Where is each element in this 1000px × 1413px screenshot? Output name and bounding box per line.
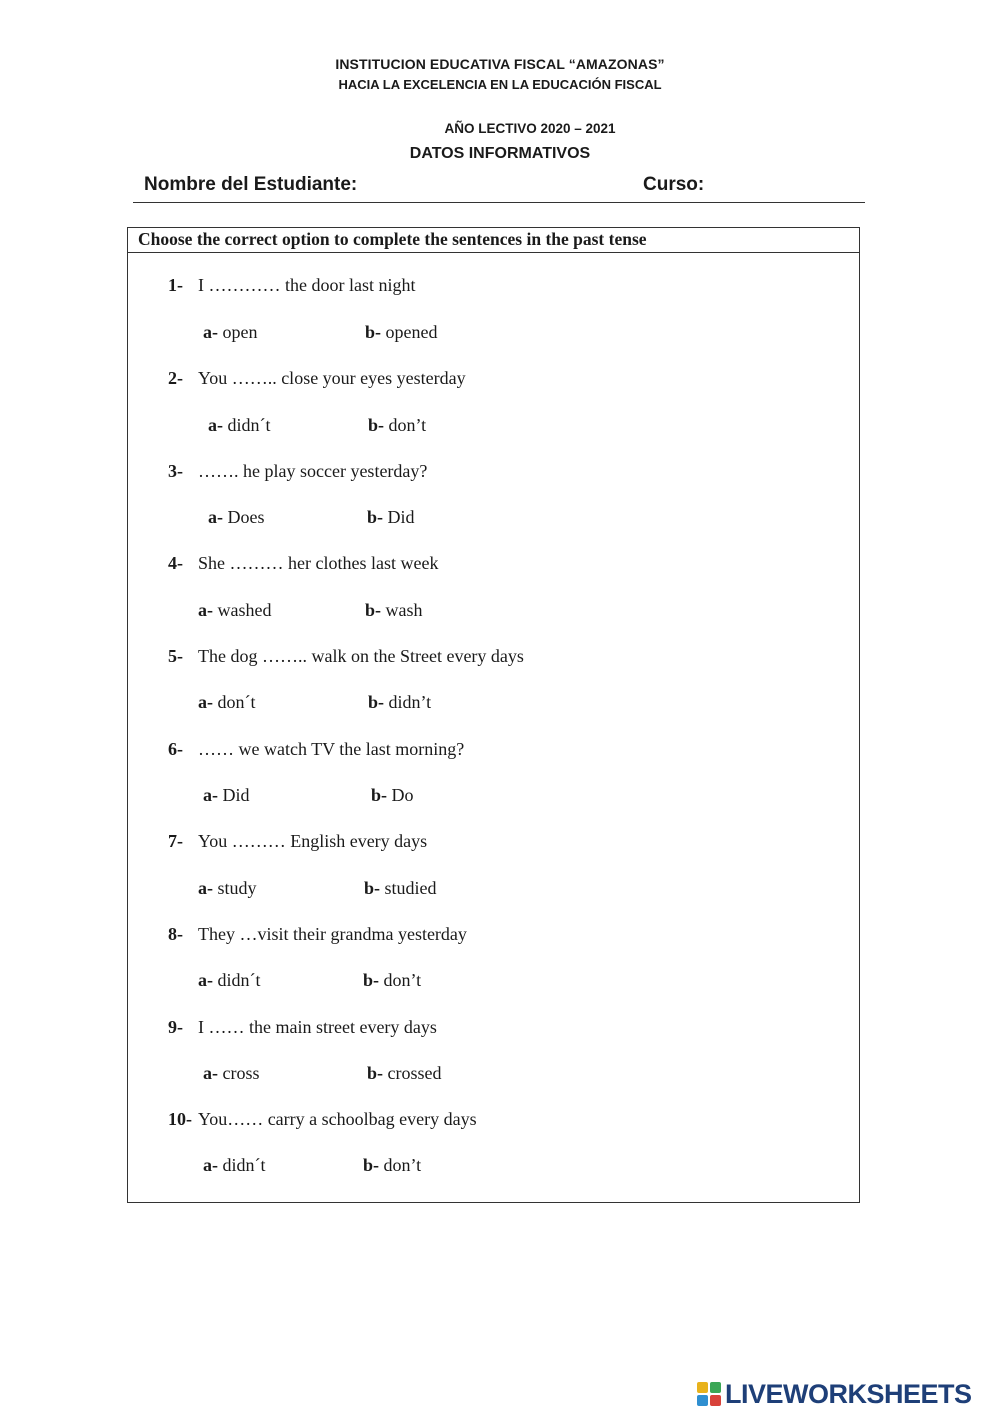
option-b[interactable]: b- don’t	[363, 1155, 422, 1175]
question-text: …… we watch TV the last morning?	[198, 739, 465, 759]
question-number: 9-	[168, 1017, 183, 1037]
question-text: The dog …….. walk on the Street every days	[198, 646, 524, 666]
question-item	[168, 275, 415, 296]
logo-text: LIVEWORKSHEETS	[725, 1378, 972, 1409]
question-text: ……. he play soccer yesterday?	[198, 461, 428, 481]
option-a[interactable]: a- didn´t	[208, 415, 271, 435]
question-item	[168, 461, 427, 482]
question-number: 3-	[168, 461, 183, 481]
question-number: 5-	[168, 646, 183, 666]
option-a[interactable]: a- open	[203, 322, 258, 342]
question-text: I ………… the door last night	[198, 275, 416, 295]
logo-square-yellow	[697, 1382, 708, 1393]
question-number: 7-	[168, 831, 183, 851]
option-b[interactable]: b- don’t	[363, 970, 422, 990]
question-item	[168, 1109, 477, 1130]
question-number: 10-	[168, 1109, 192, 1129]
question-number: 2-	[168, 368, 183, 388]
option-b[interactable]: b- wash	[365, 600, 423, 620]
exercise-box	[127, 227, 860, 1203]
liveworksheets-logo[interactable]	[697, 1377, 972, 1411]
question-text: I …… the main street every days	[198, 1017, 437, 1037]
student-name-label: Nombre del Estudiante:	[144, 174, 358, 195]
question-item	[168, 831, 427, 852]
option-a[interactable]: a- Did	[203, 785, 250, 805]
question-item	[168, 1017, 437, 1038]
question-number: 4-	[168, 553, 183, 573]
logo-square-blue	[697, 1395, 708, 1406]
question-number: 8-	[168, 924, 183, 944]
section-title: DATOS INFORMATIVOS	[409, 145, 591, 162]
question-item	[168, 368, 466, 389]
option-a[interactable]: a- Does	[208, 507, 265, 527]
option-a[interactable]: a- didn´t	[198, 970, 261, 990]
question-item	[168, 553, 438, 574]
question-item	[168, 739, 464, 760]
option-b[interactable]: b- crossed	[367, 1063, 442, 1083]
question-text: You …….. close your eyes yesterday	[198, 368, 466, 388]
option-a[interactable]: a- washed	[198, 600, 272, 620]
question-item	[168, 646, 524, 667]
option-b[interactable]: b- studied	[364, 878, 437, 898]
institution-motto: HACIA LA EXCELENCIA EN LA EDUCACIÓN FISCAL	[338, 77, 662, 92]
question-item	[168, 924, 467, 945]
option-a[interactable]: a- didn´t	[203, 1155, 266, 1175]
logo-square-red	[710, 1395, 721, 1406]
option-a[interactable]: a- cross	[203, 1063, 260, 1083]
question-text: You ……… English every days	[198, 831, 428, 851]
exercise-instruction: Choose the correct option to complete the sentences in the past tense	[128, 228, 859, 253]
course-label: Curso:	[643, 174, 705, 195]
question-number: 6-	[168, 739, 183, 759]
logo-square-green	[710, 1382, 721, 1393]
option-a[interactable]: a- study	[198, 878, 257, 898]
student-info-row	[133, 172, 865, 203]
option-b[interactable]: b- didn’t	[368, 692, 432, 712]
option-b[interactable]: b- don’t	[368, 415, 427, 435]
option-b[interactable]: b- Did	[367, 507, 415, 527]
option-a[interactable]: a- don´t	[198, 692, 256, 712]
question-text: You…… carry a schoolbag every days	[198, 1109, 477, 1129]
question-number: 1-	[168, 275, 183, 295]
option-b[interactable]: b- opened	[365, 322, 438, 342]
question-text: They …visit their grandma yesterday	[198, 924, 467, 944]
institution-name: INSTITUCION EDUCATIVA FISCAL “AMAZONAS”	[335, 56, 665, 72]
school-year: AÑO LECTIVO 2020 – 2021	[444, 121, 616, 136]
liveworksheets-logo-icon	[697, 1382, 721, 1406]
question-text: She ……… her clothes last week	[198, 553, 439, 573]
option-b[interactable]: b- Do	[371, 785, 414, 805]
